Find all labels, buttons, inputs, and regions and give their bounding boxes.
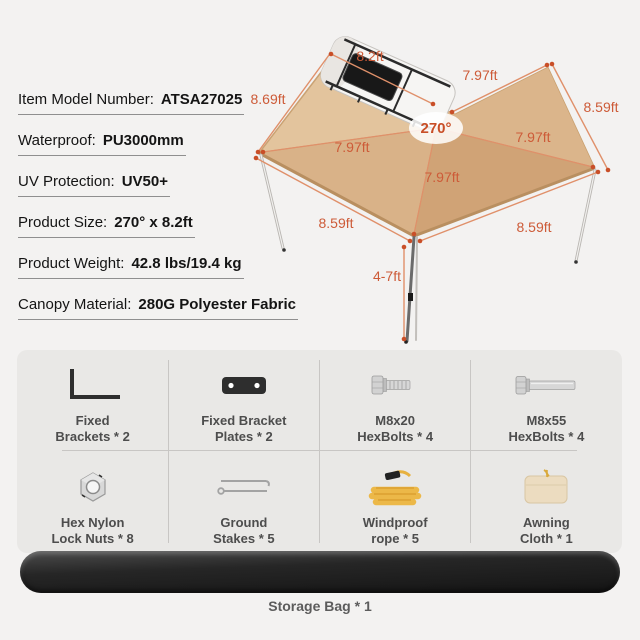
angle-label: 270° — [420, 120, 452, 137]
spec-label: Waterproof: — [18, 132, 96, 149]
part-bracket-plates — [168, 350, 319, 451]
column-divider — [168, 360, 169, 543]
dim-label-bottom-right: 8.59ft — [516, 219, 552, 235]
short-hex-bolt-icon — [360, 361, 430, 409]
dim-label-rib-right: 7.97ft — [515, 129, 551, 145]
part-m8x20-bolts — [320, 350, 471, 451]
dim-label-top-right: 7.97ft — [462, 67, 498, 83]
rope-icon — [360, 463, 430, 511]
included-parts-panel — [17, 350, 622, 553]
spec-value: 42.8 lbs/19.4 kg — [131, 255, 242, 272]
long-hex-bolt-icon — [511, 361, 581, 409]
column-divider — [470, 360, 471, 543]
spec-value: 270° x 8.2ft — [114, 214, 193, 231]
part-label: Fixed Brackets * 2 — [55, 413, 130, 444]
storage-bag-label: Storage Bag * 1 — [268, 598, 372, 614]
part-label: M8x20 HexBolts * 4 — [357, 413, 434, 444]
spec-label: Product Weight: — [18, 255, 125, 272]
spec-value: UV50+ — [121, 173, 169, 190]
part-awning-cloth — [471, 452, 622, 553]
spec-value: PU3000mm — [102, 132, 184, 149]
ground-stake-icon — [209, 463, 279, 511]
dim-label-rib-left: 7.97ft — [334, 139, 370, 155]
part-label: Windproof rope * 5 — [362, 514, 428, 546]
l-bracket-icon — [58, 361, 128, 409]
spec-value: 280G Polyester Fabric — [138, 296, 296, 313]
column-divider — [319, 360, 320, 543]
spec-label: Canopy Material: — [18, 296, 132, 313]
row-divider — [62, 450, 577, 451]
spec-label: UV Protection: — [18, 173, 115, 190]
awning-cloth-icon — [511, 463, 581, 511]
part-label: Ground Stakes * 5 — [213, 514, 275, 546]
dim-label-bottom-left: 8.59ft — [318, 215, 354, 231]
part-windproof-rope — [320, 452, 471, 553]
dim-label-right: 8.59ft — [583, 99, 619, 115]
part-label: Fixed Bracket Plates * 2 — [201, 413, 287, 444]
bracket-plate-icon — [209, 361, 279, 409]
storage-bag-image — [20, 551, 620, 593]
part-label: Hex Nylon Lock Nuts * 8 — [51, 514, 134, 546]
spec-value: ATSA27025 — [160, 91, 243, 108]
hex-nut-icon — [58, 463, 128, 511]
part-ground-stakes — [168, 452, 319, 553]
part-label: Awning Cloth * 1 — [520, 514, 573, 546]
dim-label-top: 8.2ft — [356, 48, 384, 64]
spec-label: Product Size: — [18, 214, 108, 231]
dim-label-height: 4-7ft — [372, 268, 401, 284]
spec-label: Item Model Number: — [18, 91, 154, 108]
part-label: M8x55 HexBolts * 4 — [508, 413, 585, 444]
dim-label-rib-front: 7.97ft — [424, 169, 460, 185]
part-fixed-brackets — [17, 350, 168, 451]
part-m8x55-bolts — [471, 350, 622, 451]
dim-label-left: 8.69ft — [250, 91, 286, 107]
part-hex-nuts — [17, 452, 168, 553]
